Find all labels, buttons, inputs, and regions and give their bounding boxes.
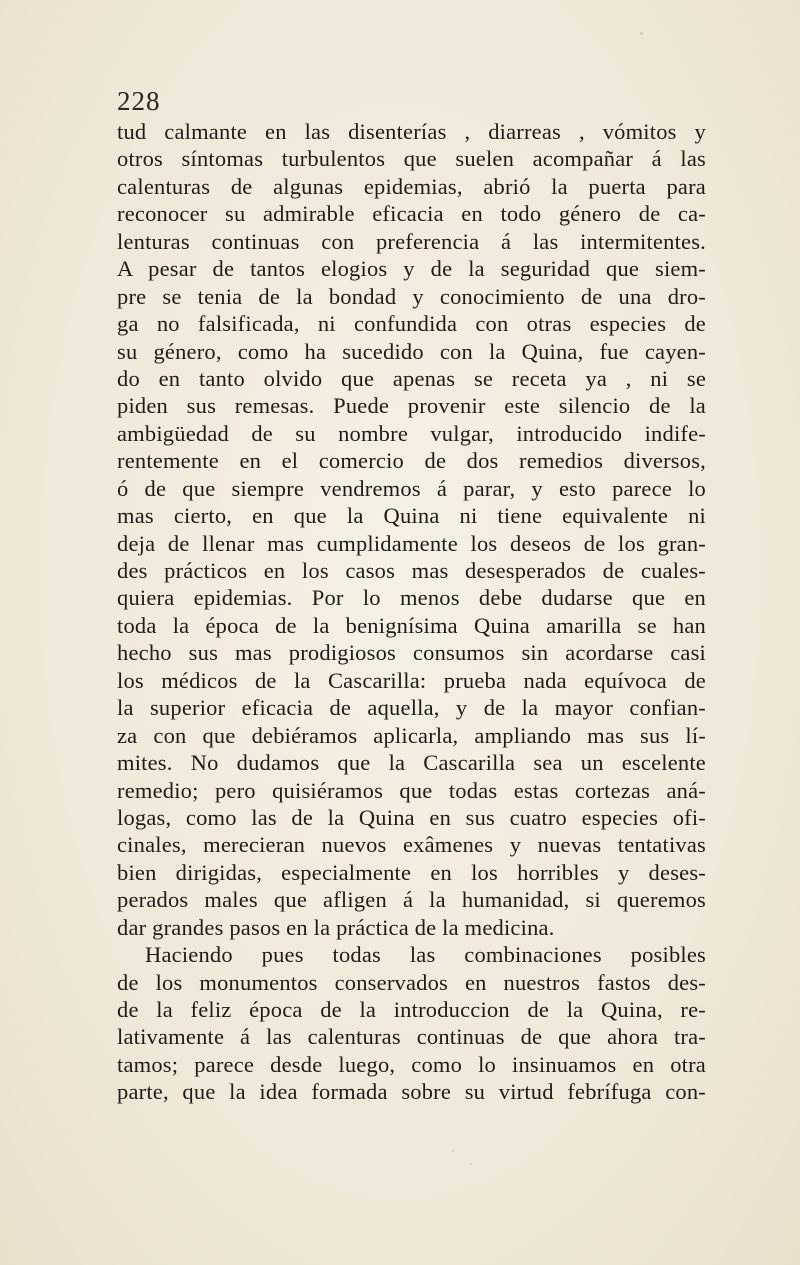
- text-line: quiera epidemias. Por lo menos debe dudarse que en: [117, 585, 706, 611]
- text-line: tamos; parece desde luego, como lo insinuamos en otra: [117, 1051, 706, 1077]
- text-line: bien dirigidas, especialmente en los horribles y deses-: [117, 859, 706, 885]
- text-line: parte, que la idea formada sobre su virtud febrífuga con-: [117, 1079, 706, 1105]
- text-line: logas, como las de la Quina en sus cuatro especies ofi-: [117, 804, 706, 830]
- text-line: toda la época de la benignísima Quina amarilla se han: [117, 612, 706, 638]
- text-line: los médicos de la Cascarilla: prueba nada equívoca de: [117, 667, 706, 693]
- text-line: mites. No dudamos que la Cascarilla sea un escelente: [117, 750, 706, 776]
- text-line: de la feliz época de la introduccion de la Quina, re-: [117, 997, 706, 1022]
- text-line: dar grandes pasos en la práctica de la medicina.: [117, 914, 555, 940]
- text-line: mas cierto, en que la Quina ni tiene equivalente ni: [117, 503, 706, 529]
- text-line: ga no falsificada, ni confundida con otras especies de: [117, 311, 706, 337]
- page-number: 228: [117, 86, 161, 116]
- body-text: [117, 118, 706, 1106]
- text-line: do en tanto olvido que apenas se receta ya , ni se: [117, 365, 706, 391]
- text-line: ambigüedad de su nombre vulgar, introducido indife-: [117, 420, 706, 446]
- paper-speck: [470, 1163, 472, 1165]
- text-line: cinales, merecieran nuevos exâmenes y nuevas tentativas: [117, 832, 706, 858]
- text-line: hecho sus mas prodigiosos consumos sin acordarse casi: [117, 640, 706, 666]
- paper-speck: [640, 32, 643, 35]
- text-line: calenturas de algunas epidemias, abrió la puerta para: [117, 173, 706, 199]
- paper-speck: [452, 1150, 454, 1152]
- text-line: lativamente á las calenturas continuas de que ahora tra-: [117, 1024, 706, 1050]
- text-line: Haciendo pues todas las combinaciones posibles: [145, 942, 706, 968]
- text-line: reconocer su admirable eficacia en todo género de ca-: [117, 201, 706, 227]
- text-line: piden sus remesas. Puede provenir este silencio de la: [117, 393, 706, 419]
- text-line: la superior eficacia de aquella, y de la mayor confian-: [117, 695, 706, 721]
- text-line: remedio; pero quisiéramos que todas estas cortezas aná-: [117, 777, 706, 803]
- text-line: su género, como ha sucedido con la Quina, fue cayen-: [117, 338, 706, 364]
- text-line: lenturas continuas con preferencia á las intermitentes.: [117, 228, 706, 254]
- text-line: de los monumentos conservados en nuestros fastos des-: [117, 969, 706, 995]
- text-line: za con que debiéramos aplicarla, ampliando mas sus lí-: [117, 722, 706, 748]
- text-line: A pesar de tantos elogios y de la seguridad que siem-: [117, 256, 706, 282]
- text-line: otros síntomas turbulentos que suelen acompañar á las: [117, 146, 706, 172]
- text-line: des prácticos en los casos mas desesperados de cuales-: [117, 558, 706, 583]
- text-line: perados males que afligen á la humanidad, si queremos: [117, 887, 706, 913]
- text-line: rentemente en el comercio de dos remedios diversos,: [117, 448, 706, 474]
- text-line: tud calmante en las disenterías , diarreas , vómitos y: [117, 119, 706, 144]
- text-line: ó de que siempre vendremos á parar, y esto parece lo: [117, 475, 706, 501]
- text-line: deja de llenar mas cumplidamente los deseos de los gran-: [117, 530, 706, 556]
- text-line: pre se tenia de la bondad y conocimiento de una dro-: [117, 283, 706, 309]
